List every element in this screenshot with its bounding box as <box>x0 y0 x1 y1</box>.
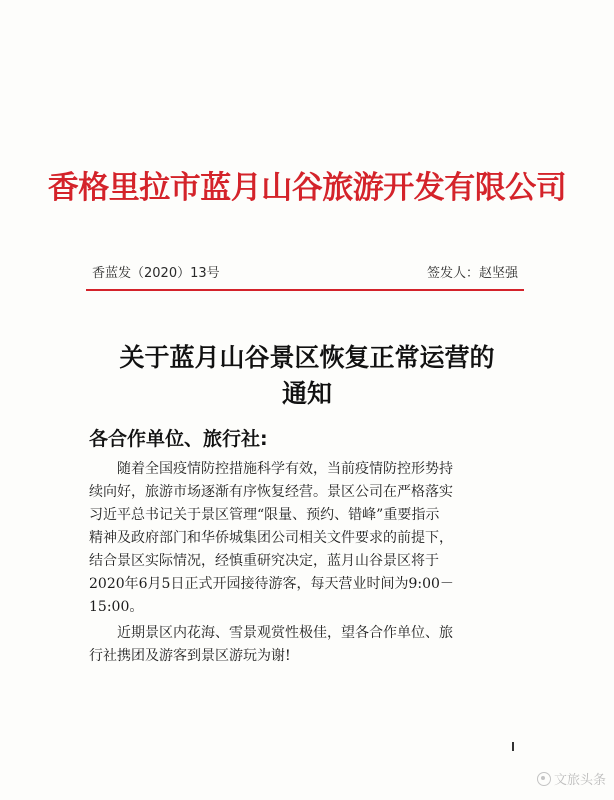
body-paragraph-1 <box>89 458 529 619</box>
signer: 签发人：赵坚强 <box>426 266 518 281</box>
body-line: 习近平总书记关于景区管理“限量、预约、错峰”重要指示 <box>89 507 440 523</box>
body-line: 行社携团及游客到景区游玩为谢! <box>89 648 291 664</box>
body-line: 近期景区内花海、雪景观赏性极佳，望各合作单位、旅 <box>117 625 453 641</box>
body-line: 精神及政府部门和华侨城集团公司相关文件要求的前提下， <box>89 530 453 546</box>
red-divider <box>86 289 524 291</box>
body-line: 15:00。 <box>89 599 144 615</box>
page-mark <box>512 742 514 751</box>
watermark-logo-icon <box>537 772 551 786</box>
organization-title: 香格里拉市蓝月山谷旅游开发有限公司 <box>47 170 567 206</box>
body-line: 2020年6月5日正式开园接待游客，每天营业时间为9:00－ <box>89 576 454 592</box>
watermark <box>537 769 606 788</box>
body-line: 续向好，旅游市场逐渐有序恢复经营。景区公司在严格落实 <box>89 484 453 500</box>
notice-title-line: 关于蓝月山谷景区恢复正常运营的 <box>119 343 495 372</box>
notice-title <box>0 340 614 412</box>
watermark-text: 文旅头条 <box>553 773 606 788</box>
body-paragraph-2 <box>89 622 529 668</box>
document-number: 香蓝发（2020）13号 <box>92 266 220 281</box>
body-line: 结合景区实际情况，经慎重研究决定，蓝月山谷景区将于 <box>89 553 439 569</box>
addressee: 各合作单位、旅行社: <box>89 428 268 450</box>
body-line: 随着全国疫情防控措施科学有效，当前疫情防控形势持 <box>117 461 453 477</box>
notice-title-line: 通知 <box>281 379 332 408</box>
